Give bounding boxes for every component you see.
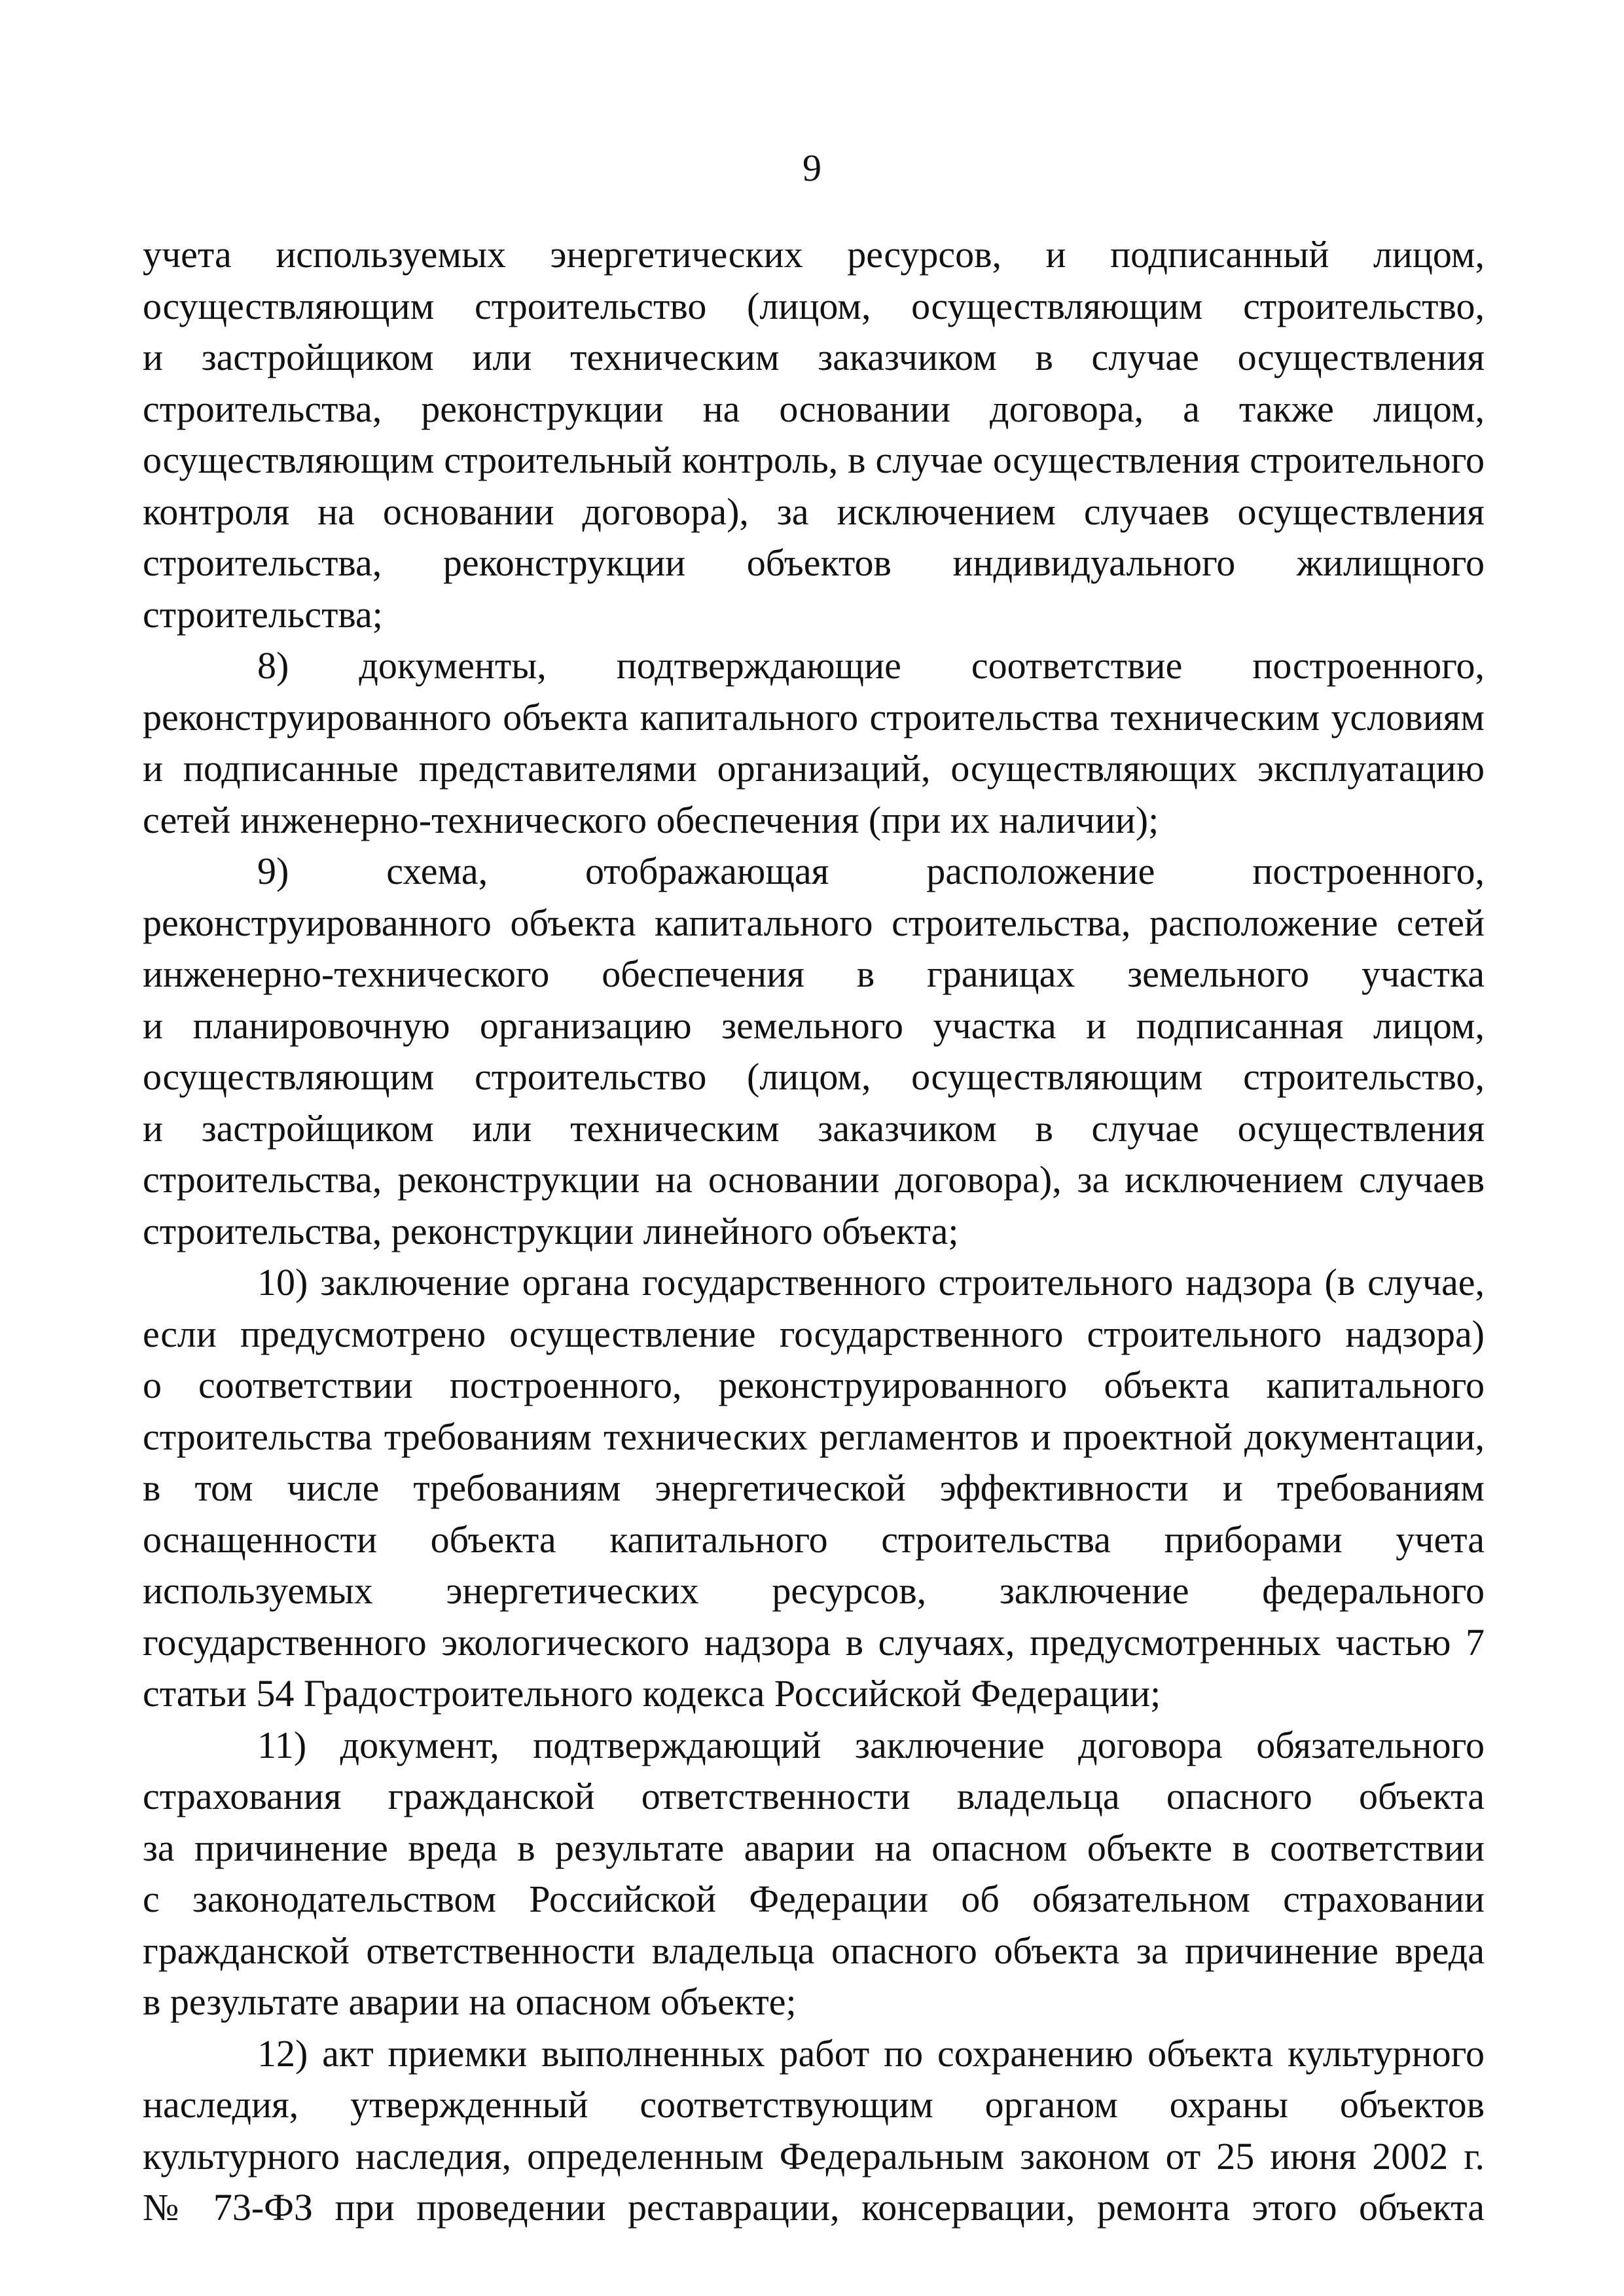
text-line: оснащенности объекта капитального строительства приборами учета — [143, 1518, 1485, 1561]
text-line: 12) акт приемки выполненных работ по сохранению объекта культурного — [257, 2032, 1485, 2075]
text-line: 9) схема, отображающая расположение построенного, — [257, 850, 1485, 892]
text-line: наследия, утвержденный соответствующим органом охраны объектов — [143, 2083, 1485, 2126]
text-line: строительства требованиям технических регламентов и проектной документации, — [143, 1415, 1485, 1458]
text-line: контроля на основании договора), за исключением случаев осуществления — [143, 490, 1485, 533]
text-line: № 73-ФЗ при проведении реставрации, консервации, ремонта этого объекта — [143, 2186, 1485, 2229]
text-line: осуществляющим строительство (лицом, осуществляющим строительство, — [143, 1055, 1485, 1098]
text-line: строительства; — [143, 592, 383, 636]
text-line: о соответствии построенного, реконструированного объекта капитального — [143, 1364, 1485, 1406]
text-line: в результате аварии на опасном объекте; — [143, 1980, 797, 2023]
text-line: и подписанные представителями организаций, осуществляющих эксплуатацию — [143, 747, 1485, 790]
text-line: гражданской ответственности владельца опасного объекта за причинение вреда — [143, 1929, 1485, 1972]
text-line: реконструированного объекта капитального строительства техническим условиям — [143, 695, 1485, 738]
text-line: 8) документы, подтверждающие соответствие построенного, — [257, 644, 1485, 687]
text-line: осуществляющим строительство (лицом, осуществляющим строительство, — [143, 284, 1485, 327]
text-line: если предусмотрено осуществление государственного строительного надзора) — [143, 1312, 1485, 1355]
text-line: государственного экологического надзора в случаях, предусмотренных частью 7 — [143, 1620, 1485, 1664]
text-line: и застройщиком или техническим заказчиком в случае осуществления — [143, 1106, 1485, 1150]
text-line: страхования гражданской ответственности владельца опасного объекта — [143, 1775, 1485, 1817]
text-line: сетей инженерно-технического обеспечения (при их наличии); — [143, 798, 1159, 841]
text-line: культурного наследия, определенным Федеральным законом от 25 июня 2002 г. — [143, 2134, 1485, 2178]
text-line: статьи 54 Градостроительного кодекса Российской Федерации; — [143, 1672, 1161, 1715]
text-line: в том числе требованиям энергетической эффективности и требованиям — [143, 1467, 1485, 1509]
text-line: и планировочную организацию земельного участка и подписанная лицом, — [143, 1004, 1485, 1047]
text-line: 11) документ, подтверждающий заключение договора обязательного — [257, 1723, 1485, 1766]
text-line: инженерно-технического обеспечения в границах земельного участка — [143, 953, 1485, 995]
text-line: строительства, реконструкции линейного объекта; — [143, 1209, 959, 1252]
text-line: осуществляющим строительный контроль, в случае осуществления строительного — [143, 439, 1485, 481]
text-line: используемых энергетических ресурсов, заключение федерального — [143, 1569, 1485, 1612]
text-line: и застройщиком или техническим заказчиком в случае осуществления — [143, 336, 1485, 378]
document-body — [143, 229, 1485, 2234]
text-line: за причинение вреда в результате аварии на опасном объекте в соответствии — [143, 1826, 1485, 1869]
text-line: учета используемых энергетических ресурсов, и подписанный лицом, — [143, 233, 1485, 276]
text-line: 10) заключение органа государственного строительного надзора (в случае, — [257, 1261, 1485, 1303]
text-line: строительства, реконструкции объектов индивидуального жилищного — [143, 541, 1485, 584]
text-line: строительства, реконструкции на основании договора, а также лицом, — [143, 387, 1485, 430]
text-line: с законодательством Российской Федерации об обязательном страховании — [143, 1878, 1485, 1920]
page-number: 9 — [803, 147, 821, 189]
text-line: строительства, реконструкции на основании договора), за исключением случаев — [143, 1158, 1485, 1201]
text-line: реконструированного объекта капитального строительства, расположение сетей — [143, 901, 1485, 944]
